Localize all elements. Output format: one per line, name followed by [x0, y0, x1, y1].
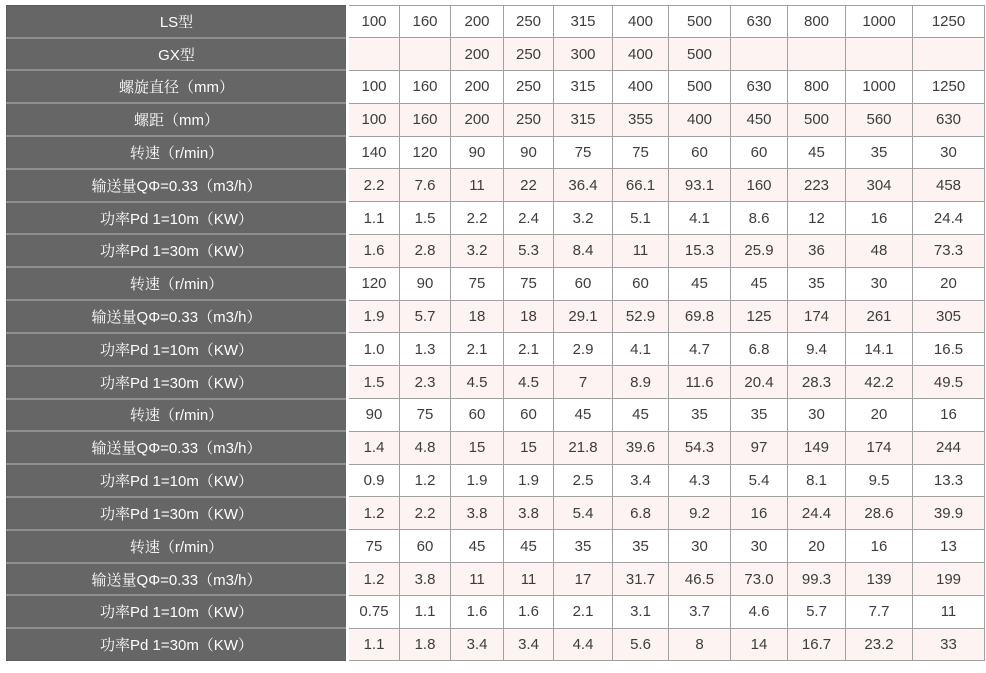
cell: 54.3	[669, 431, 731, 464]
cell: 36.4	[554, 169, 613, 202]
cell: 500	[669, 6, 731, 38]
cell: 149	[788, 431, 846, 464]
cell: 6.8	[613, 497, 669, 530]
table-row	[7, 563, 985, 596]
cell: 16	[846, 202, 913, 235]
row-label: 转速（r/min）	[7, 136, 348, 169]
cell: 100	[348, 6, 400, 38]
cell: 75	[348, 530, 400, 563]
cell: 160	[400, 6, 451, 38]
cell: 458	[913, 169, 985, 202]
cell: 18	[504, 300, 554, 333]
cell: 160	[400, 103, 451, 136]
cell: 160	[400, 70, 451, 103]
cell: 29.1	[554, 300, 613, 333]
cell: 28.6	[846, 497, 913, 530]
cell: 45	[731, 267, 788, 300]
cell: 60	[451, 399, 504, 432]
cell: 99.3	[788, 563, 846, 596]
cell: 4.1	[669, 202, 731, 235]
cell: 75	[554, 136, 613, 169]
cell: 5.3	[504, 234, 554, 267]
cell: 1.1	[400, 595, 451, 628]
row-label: 功率Pd 1=30m（KW）	[7, 366, 348, 399]
cell: 800	[788, 6, 846, 38]
cell: 120	[400, 136, 451, 169]
table-row	[7, 202, 985, 235]
cell: 60	[554, 267, 613, 300]
cell: 1.6	[504, 595, 554, 628]
cell: 305	[913, 300, 985, 333]
row-label: 功率Pd 1=30m（KW）	[7, 234, 348, 267]
row-label: 功率Pd 1=10m（KW）	[7, 595, 348, 628]
table-row	[7, 234, 985, 267]
cell	[731, 38, 788, 71]
cell: 69.8	[669, 300, 731, 333]
cell: 120	[348, 267, 400, 300]
table-row	[7, 300, 985, 333]
table-row	[7, 103, 985, 136]
cell: 200	[451, 38, 504, 71]
cell: 75	[400, 399, 451, 432]
cell: 3.8	[451, 497, 504, 530]
cell: 11	[504, 563, 554, 596]
cell: 1.9	[504, 464, 554, 497]
cell: 4.7	[669, 333, 731, 366]
cell: 4.6	[731, 595, 788, 628]
cell: 93.1	[669, 169, 731, 202]
cell: 90	[504, 136, 554, 169]
cell: 304	[846, 169, 913, 202]
row-label: 功率Pd 1=10m（KW）	[7, 333, 348, 366]
cell: 3.4	[451, 628, 504, 660]
cell: 17	[554, 563, 613, 596]
cell: 11.6	[669, 366, 731, 399]
cell: 3.8	[504, 497, 554, 530]
cell: 139	[846, 563, 913, 596]
cell: 1.0	[348, 333, 400, 366]
cell: 45	[788, 136, 846, 169]
cell: 75	[613, 136, 669, 169]
cell: 2.5	[554, 464, 613, 497]
cell: 9.4	[788, 333, 846, 366]
cell: 6.8	[731, 333, 788, 366]
cell: 8.6	[731, 202, 788, 235]
row-label: 输送量QΦ=0.33（m3/h）	[7, 431, 348, 464]
cell: 355	[613, 103, 669, 136]
cell: 7.6	[400, 169, 451, 202]
cell: 25.9	[731, 234, 788, 267]
table-row	[7, 366, 985, 399]
cell: 1250	[913, 70, 985, 103]
cell: 45	[554, 399, 613, 432]
cell: 60	[400, 530, 451, 563]
cell: 5.1	[613, 202, 669, 235]
cell: 33	[913, 628, 985, 660]
cell: 4.5	[451, 366, 504, 399]
cell: 5.4	[731, 464, 788, 497]
cell: 244	[913, 431, 985, 464]
table-row	[7, 136, 985, 169]
cell: 200	[451, 6, 504, 38]
cell: 73.3	[913, 234, 985, 267]
cell: 315	[554, 103, 613, 136]
cell: 35	[669, 399, 731, 432]
cell: 8.9	[613, 366, 669, 399]
row-label: 螺距（mm）	[7, 103, 348, 136]
cell: 1.1	[348, 202, 400, 235]
cell: 8.4	[554, 234, 613, 267]
cell: 560	[846, 103, 913, 136]
cell: 35	[846, 136, 913, 169]
cell: 8	[669, 628, 731, 660]
cell: 36	[788, 234, 846, 267]
cell: 16	[731, 497, 788, 530]
row-label: 转速（r/min）	[7, 530, 348, 563]
cell: 125	[731, 300, 788, 333]
cell: 2.2	[348, 169, 400, 202]
row-label: 功率Pd 1=30m（KW）	[7, 497, 348, 530]
cell: 24.4	[788, 497, 846, 530]
cell: 13.3	[913, 464, 985, 497]
cell: 60	[669, 136, 731, 169]
cell: 16	[913, 399, 985, 432]
cell: 7.7	[846, 595, 913, 628]
cell: 2.8	[400, 234, 451, 267]
cell: 30	[846, 267, 913, 300]
cell: 2.1	[451, 333, 504, 366]
cell: 0.75	[348, 595, 400, 628]
cell: 42.2	[846, 366, 913, 399]
cell	[913, 38, 985, 71]
cell: 250	[504, 38, 554, 71]
cell	[846, 38, 913, 71]
cell: 22	[504, 169, 554, 202]
cell: 20	[913, 267, 985, 300]
row-label: 输送量QΦ=0.33（m3/h）	[7, 169, 348, 202]
cell: 90	[400, 267, 451, 300]
cell: 2.3	[400, 366, 451, 399]
cell: 1.8	[400, 628, 451, 660]
row-label: 输送量QΦ=0.33（m3/h）	[7, 300, 348, 333]
cell: 28.3	[788, 366, 846, 399]
cell: 3.8	[400, 563, 451, 596]
cell: 23.2	[846, 628, 913, 660]
cell: 1.4	[348, 431, 400, 464]
cell: 2.4	[504, 202, 554, 235]
cell: 75	[504, 267, 554, 300]
cell: 1000	[846, 70, 913, 103]
row-label: LS型	[7, 6, 348, 38]
cell: 1.9	[451, 464, 504, 497]
cell: 60	[504, 399, 554, 432]
spec-table-container	[6, 5, 985, 661]
cell: 1.2	[348, 497, 400, 530]
cell: 73.0	[731, 563, 788, 596]
cell: 48	[846, 234, 913, 267]
cell: 90	[451, 136, 504, 169]
cell: 31.7	[613, 563, 669, 596]
cell: 223	[788, 169, 846, 202]
cell: 20.4	[731, 366, 788, 399]
cell: 30	[731, 530, 788, 563]
cell: 3.1	[613, 595, 669, 628]
cell: 4.4	[554, 628, 613, 660]
cell: 30	[788, 399, 846, 432]
cell: 500	[669, 70, 731, 103]
cell: 39.9	[913, 497, 985, 530]
cell: 250	[504, 103, 554, 136]
cell: 14.1	[846, 333, 913, 366]
row-label: 功率Pd 1=10m（KW）	[7, 202, 348, 235]
cell: 60	[731, 136, 788, 169]
cell: 2.1	[504, 333, 554, 366]
cell: 1.6	[348, 234, 400, 267]
cell: 140	[348, 136, 400, 169]
table-row	[7, 399, 985, 432]
cell: 90	[348, 399, 400, 432]
cell: 11	[451, 563, 504, 596]
cell: 1.2	[400, 464, 451, 497]
cell: 250	[504, 6, 554, 38]
cell	[348, 38, 400, 71]
cell: 35	[731, 399, 788, 432]
cell: 3.4	[504, 628, 554, 660]
cell	[788, 38, 846, 71]
cell: 1.5	[348, 366, 400, 399]
table-row	[7, 70, 985, 103]
cell: 0.9	[348, 464, 400, 497]
cell: 630	[913, 103, 985, 136]
cell: 261	[846, 300, 913, 333]
cell: 60	[613, 267, 669, 300]
cell: 5.6	[613, 628, 669, 660]
row-label: 转速（r/min）	[7, 267, 348, 300]
table-row	[7, 333, 985, 366]
cell: 45	[669, 267, 731, 300]
cell: 1250	[913, 6, 985, 38]
cell: 1.9	[348, 300, 400, 333]
cell: 35	[613, 530, 669, 563]
cell: 5.4	[554, 497, 613, 530]
cell: 2.2	[451, 202, 504, 235]
cell: 1.3	[400, 333, 451, 366]
cell: 199	[913, 563, 985, 596]
cell: 4.8	[400, 431, 451, 464]
cell: 2.9	[554, 333, 613, 366]
cell: 16.7	[788, 628, 846, 660]
cell: 500	[788, 103, 846, 136]
cell: 174	[788, 300, 846, 333]
cell: 14	[731, 628, 788, 660]
cell: 100	[348, 70, 400, 103]
row-label: 功率Pd 1=10m（KW）	[7, 464, 348, 497]
table-row	[7, 595, 985, 628]
cell: 1.2	[348, 563, 400, 596]
row-label: 螺旋直径（mm）	[7, 70, 348, 103]
row-label: 转速（r/min）	[7, 399, 348, 432]
cell: 315	[554, 70, 613, 103]
cell: 400	[613, 6, 669, 38]
cell: 3.4	[613, 464, 669, 497]
table-row	[7, 530, 985, 563]
cell: 3.2	[554, 202, 613, 235]
cell: 4.5	[504, 366, 554, 399]
cell: 300	[554, 38, 613, 71]
cell: 1.6	[451, 595, 504, 628]
cell: 500	[669, 38, 731, 71]
cell: 30	[913, 136, 985, 169]
cell: 45	[451, 530, 504, 563]
cell: 5.7	[788, 595, 846, 628]
cell: 400	[613, 70, 669, 103]
cell: 3.2	[451, 234, 504, 267]
cell: 174	[846, 431, 913, 464]
cell: 450	[731, 103, 788, 136]
table-row	[7, 38, 985, 71]
cell: 1.1	[348, 628, 400, 660]
cell: 11	[913, 595, 985, 628]
table-row	[7, 497, 985, 530]
cell: 30	[669, 530, 731, 563]
cell: 45	[504, 530, 554, 563]
cell: 15	[504, 431, 554, 464]
cell: 12	[788, 202, 846, 235]
table-row	[7, 267, 985, 300]
cell: 160	[731, 169, 788, 202]
cell: 9.5	[846, 464, 913, 497]
spec-table	[6, 5, 985, 661]
row-label: 输送量QΦ=0.33（m3/h）	[7, 563, 348, 596]
cell: 800	[788, 70, 846, 103]
cell: 100	[348, 103, 400, 136]
cell: 1000	[846, 6, 913, 38]
cell: 11	[451, 169, 504, 202]
cell: 75	[451, 267, 504, 300]
cell: 15	[451, 431, 504, 464]
cell: 4.1	[613, 333, 669, 366]
cell: 20	[788, 530, 846, 563]
cell: 52.9	[613, 300, 669, 333]
cell: 200	[451, 70, 504, 103]
cell: 16	[846, 530, 913, 563]
cell: 8.1	[788, 464, 846, 497]
cell: 5.7	[400, 300, 451, 333]
cell: 4.3	[669, 464, 731, 497]
cell: 45	[613, 399, 669, 432]
row-label: 功率Pd 1=30m（KW）	[7, 628, 348, 660]
cell: 20	[846, 399, 913, 432]
cell: 1.5	[400, 202, 451, 235]
cell: 39.6	[613, 431, 669, 464]
cell: 18	[451, 300, 504, 333]
cell: 35	[554, 530, 613, 563]
cell: 250	[504, 70, 554, 103]
cell: 400	[613, 38, 669, 71]
cell: 24.4	[913, 202, 985, 235]
table-row	[7, 628, 985, 660]
table-row	[7, 464, 985, 497]
cell: 16.5	[913, 333, 985, 366]
cell: 13	[913, 530, 985, 563]
cell: 630	[731, 70, 788, 103]
cell: 7	[554, 366, 613, 399]
cell: 9.2	[669, 497, 731, 530]
spec-table-body	[7, 6, 985, 661]
cell: 2.2	[400, 497, 451, 530]
cell: 66.1	[613, 169, 669, 202]
cell: 97	[731, 431, 788, 464]
cell	[400, 38, 451, 71]
cell: 2.1	[554, 595, 613, 628]
cell: 315	[554, 6, 613, 38]
cell: 3.7	[669, 595, 731, 628]
cell: 200	[451, 103, 504, 136]
cell: 21.8	[554, 431, 613, 464]
cell: 15.3	[669, 234, 731, 267]
table-row	[7, 431, 985, 464]
table-row	[7, 6, 985, 38]
table-row	[7, 169, 985, 202]
cell: 11	[613, 234, 669, 267]
cell: 35	[788, 267, 846, 300]
cell: 630	[731, 6, 788, 38]
cell: 46.5	[669, 563, 731, 596]
cell: 400	[669, 103, 731, 136]
row-label: GX型	[7, 38, 348, 71]
cell: 49.5	[913, 366, 985, 399]
